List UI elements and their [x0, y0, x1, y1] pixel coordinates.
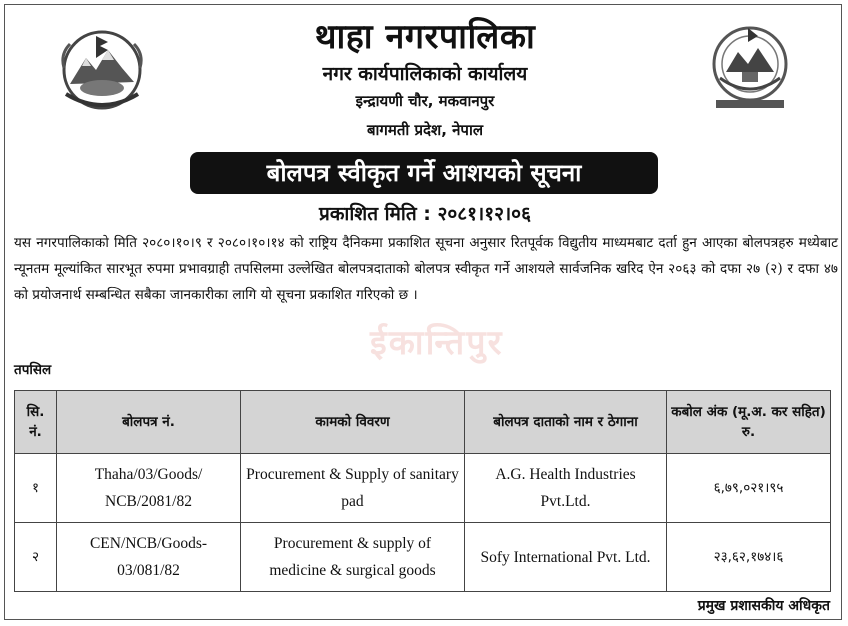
office-name: नगर कार्यपालिकाको कार्यालय: [322, 63, 528, 85]
nepal-emblem-icon: [56, 24, 148, 112]
municipality-logo-icon: [704, 20, 796, 114]
published-date: प्रकाशित मिति : २०८१।१२।०६: [319, 203, 531, 225]
col-header-amount: कबोल अंक (मू.अ. कर सहित) रु.: [667, 391, 831, 454]
col-header-description: कामको विवरण: [241, 391, 465, 454]
cell-bidder: Sofy International Pvt. Ltd.: [465, 523, 667, 592]
col-header-bid-no: बोलपत्र नं.: [57, 391, 241, 454]
bid-table: [14, 390, 831, 592]
col-header-bidder: बोलपत्र दाताको नाम र ठेगाना: [465, 391, 667, 454]
cell-description: Procurement & Supply of sanitary pad: [241, 454, 465, 523]
cell-sn: १: [15, 454, 57, 523]
notice-banner: बोलपत्र स्वीकृत गर्ने आशयको सूचना: [190, 152, 658, 194]
cell-description: Procurement & supply of medicine & surgical goods: [241, 523, 465, 592]
cell-bidder: A.G. Health Industries Pvt.Ltd.: [465, 454, 667, 523]
watermark-text: ईकान्तिपुर: [370, 323, 504, 363]
col-header-sn: सि. नं.: [15, 391, 57, 454]
municipality-title: थाहा नगरपालिका: [314, 17, 536, 57]
cell-sn: २: [15, 523, 57, 592]
table-header-row: [15, 391, 831, 454]
table-row: [15, 523, 831, 592]
table-row: [15, 454, 831, 523]
cell-bid-no: Thaha/03/Goods/ NCB/2081/82: [57, 454, 241, 523]
cell-amount: २३,६२,१७४।६: [667, 523, 831, 592]
cell-amount: ६,७९,०२१।९५: [667, 454, 831, 523]
province-name: बागमती प्रदेश, नेपाल: [366, 121, 484, 139]
details-label: तपसिल: [14, 362, 52, 378]
notice-body: यस नगरपालिकाको मिति २०८०।१०।९ र २०८०।१०।१४ को राष्ट्रिय दैनिकमा प्रकाशित सूचना अनुसार रितपूर्वक विद्युतीय माध्यमबाट दर्ता हुन आएका बोलपत्रहरु मध्येबाट न्यूनतम मूल्यांकित सारभूत रुपमा प्रभावग्राही तपसिलमा उल्लेखित बोलपत्रदाताको बोलपत्र स्वीकृत गर्ने आशयले सार्वजनिक खरिद ऐन २०६३ को दफा २७ (२) र दफा ४७ को प्रयोजनार्थ सम्बन्धित सबैका जानकारीका लागि यो सूचना प्रकाशित गरिएको छ ।: [14, 235, 838, 303]
cell-bid-no: CEN/NCB/Goods- 03/081/82: [57, 523, 241, 592]
signature-title: प्रमुख प्रशासकीय अधिकृत: [697, 598, 830, 614]
office-address: इन्द्रायणी चौर, मकवानपुर: [355, 92, 495, 110]
